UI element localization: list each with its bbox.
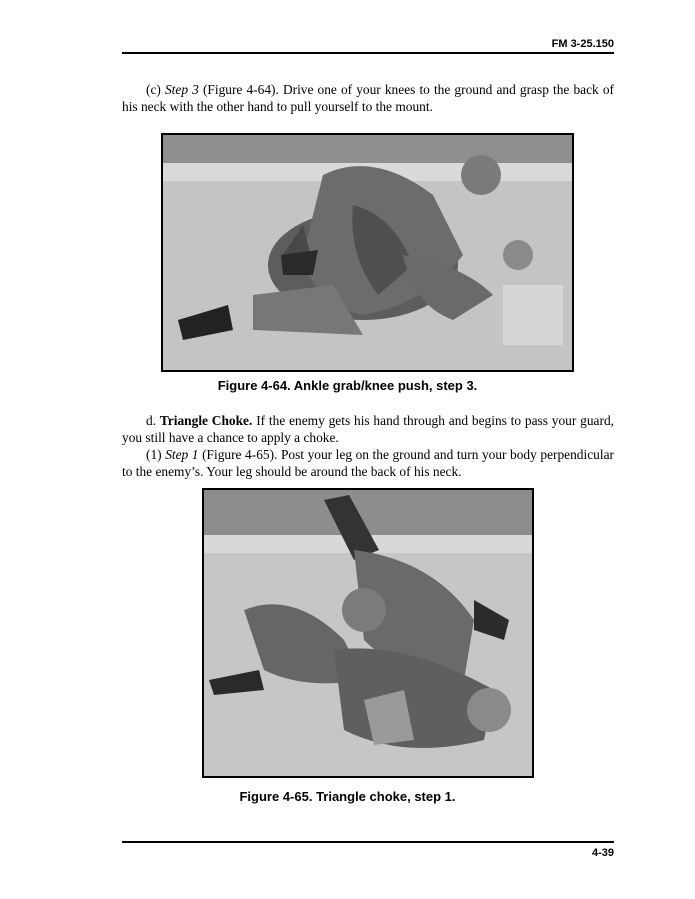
figure-ref: (Figure 4-65).	[202, 447, 278, 462]
paragraph-step-3	[122, 81, 614, 115]
figure-4-64-caption: Figure 4-64. Ankle grab/knee push, step 3.	[217, 378, 478, 393]
header-rule	[122, 52, 614, 54]
photo-grappling-mount	[163, 135, 572, 370]
step-label: Step 3	[164, 82, 199, 97]
photo-triangle-choke	[204, 490, 532, 776]
paragraph-triangle-choke	[122, 412, 614, 446]
figure-ref: (Figure 4-64).	[202, 82, 279, 97]
figure-4-64-photo	[161, 133, 574, 372]
paragraph-body: Drive one of your knees to the ground and grasp the back of his neck with the other hand to pull yourself to the mount.	[122, 82, 614, 114]
paragraph-body: Post your leg on the ground and turn your body perpendicular to the enemy’s. Your leg should be around the back of his neck.	[122, 447, 614, 479]
running-header: FM 3-25.150	[551, 38, 614, 50]
section-title: Triangle Choke.	[159, 413, 253, 428]
paragraph-label: d.	[146, 413, 157, 428]
paragraph-body: If the enemy gets his hand through and begins to pass your guard, you still have a chance to apply a choke.	[122, 413, 614, 445]
figure-4-65-caption: Figure 4-65. Triangle choke, step 1.	[239, 789, 456, 804]
paragraph-step-1	[122, 446, 614, 480]
paragraph-label: (c)	[146, 82, 161, 97]
step-label: Step 1	[165, 447, 199, 462]
paragraph-label: (1)	[146, 447, 162, 462]
figure-4-65-photo	[202, 488, 534, 778]
footer-rule	[122, 841, 614, 843]
page-number: 4-39	[591, 847, 614, 859]
